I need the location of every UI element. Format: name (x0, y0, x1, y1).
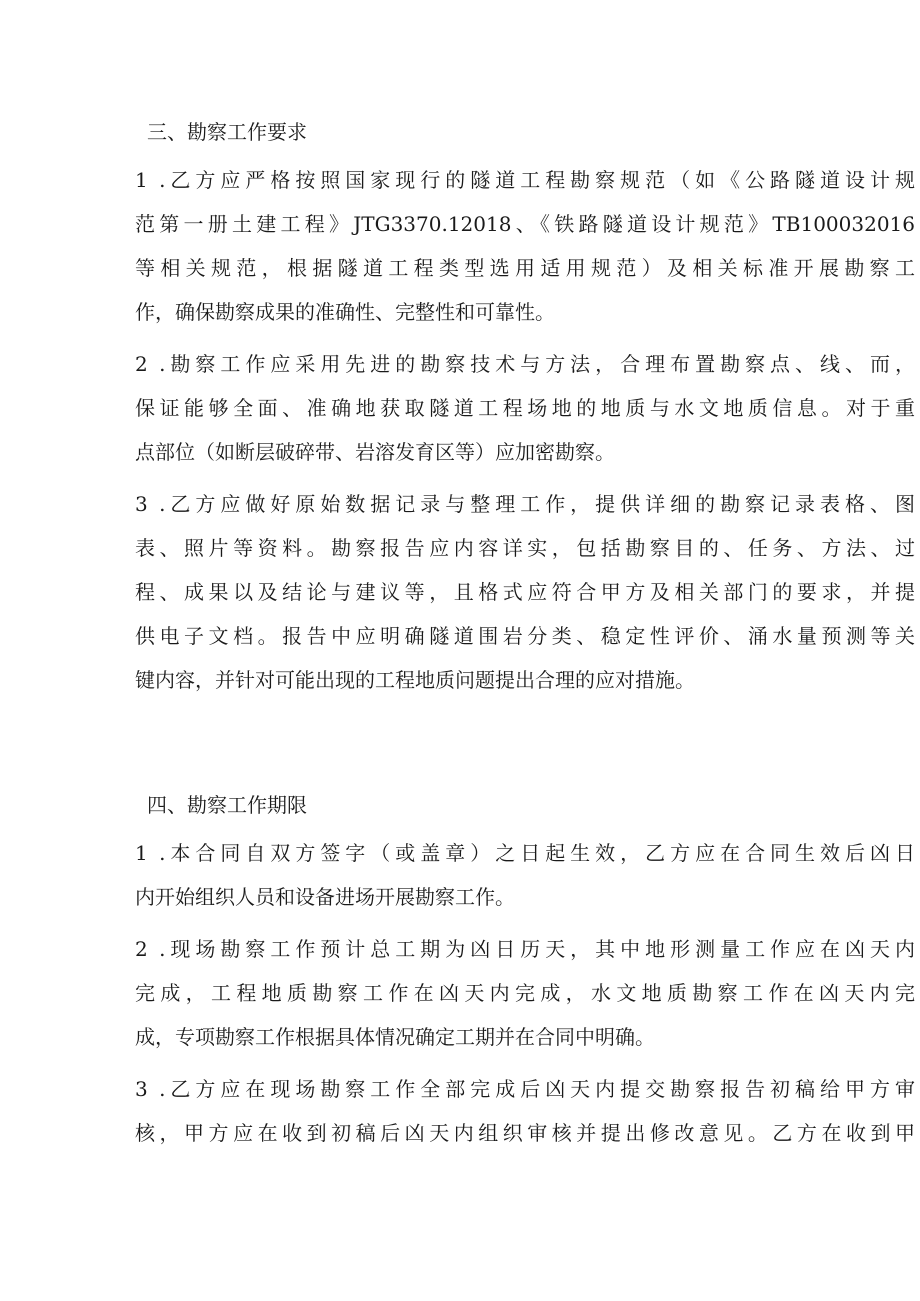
text-line: 完成，工程地质勘察工作在凶天内完成，水文地质勘察工作在凶天内完 (135, 981, 915, 1005)
text-line: 3 .乙方应做好原始数据记录与整理工作，提供详细的勘察记录表格、图 (135, 492, 915, 516)
text-line: 内开始组织人员和设备进场开展勘察工作。 (135, 885, 515, 909)
text-line: 成，专项勘察工作根据具体情况确定工期并在合同中明确。 (135, 1025, 655, 1049)
text-line: 供电子文档。报告中应明确隧道围岩分类、稳定性评价、涌水量预测等关 (135, 624, 915, 648)
clause-4-3 (0, 1067, 920, 1155)
text-line: 2 .现场勘察工作预计总工期为凶日历天，其中地形测量工作应在凶天内 (135, 937, 915, 961)
text-line: 等相关规范，根据隧道工程类型选用适用规范）及相关标准开展勘察工 (135, 256, 915, 280)
section-heading: 三、勘察工作要求 (147, 120, 307, 144)
section-survey-requirements (0, 114, 920, 702)
text-line: 保证能够全面、准确地获取隧道工程场地的地质与水文地质信息。对于重 (135, 396, 915, 420)
text-line: 3 .乙方应在现场勘察工作全部完成后凶天内提交勘察报告初稿给甲方审 (135, 1077, 915, 1101)
clause-3-2 (0, 342, 920, 474)
section-heading: 四、勘察工作期限 (147, 793, 307, 817)
text-line: 2 .勘察工作应采用先进的勘察技术与方法，合理布置勘察点、线、而， (135, 352, 915, 376)
clause-3-3 (0, 482, 920, 702)
clause-3-1 (0, 158, 920, 334)
clause-4-2 (0, 927, 920, 1059)
clause-4-1 (0, 831, 920, 919)
text-line: 表、照片等资料。勘察报告应内容详实，包括勘察目的、任务、方法、过 (135, 536, 915, 560)
text-line: 范第一册土建工程》JTG3370.12018、《铁路隧道设计规范》TB100032016 (135, 212, 915, 236)
text-line: 键内容，并针对可能出现的工程地质问题提出合理的应对措施。 (135, 668, 695, 692)
text-line: 核，甲方应在收到初稿后凶天内组织审核并提出修改意见。乙方在收到甲 (135, 1121, 915, 1145)
text-line: 1 .乙方应严格按照国家现行的隧道工程勘察规范（如《公路隧道设计规 (135, 168, 915, 192)
text-line: 程、成果以及结论与建议等，且格式应符合甲方及相关部门的要求，并提 (135, 580, 915, 604)
text-line: 点部位（如断层破碎带、岩溶发育区等）应加密勘察。 (135, 440, 615, 464)
text-line: 作，确保勘察成果的准确性、完整性和可靠性。 (135, 300, 555, 324)
section-survey-period (0, 787, 920, 1155)
text-line: 1 .本合同自双方签字（或盖章）之日起生效，乙方应在合同生效后凶日 (135, 841, 915, 865)
